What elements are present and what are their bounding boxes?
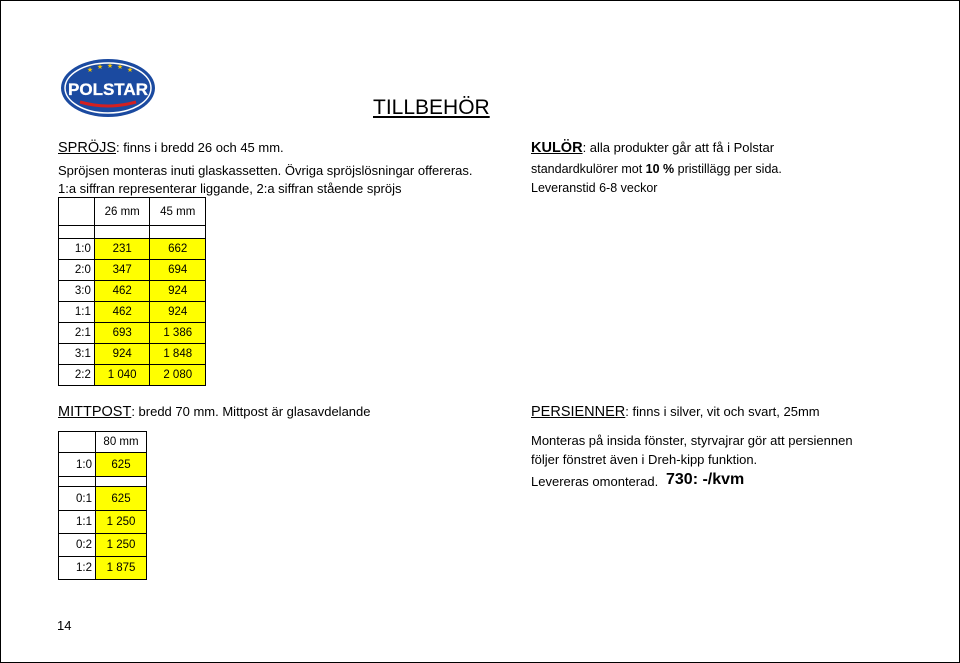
table-row: 3:1 924 1 848 — [59, 344, 206, 365]
table-row: 1:0 231 662 — [59, 239, 206, 260]
sprojs-heading: SPRÖJS — [58, 140, 117, 156]
table-row: 2:1 693 1 386 — [59, 323, 206, 344]
kulor-line2: standardkulörer mot 10 % pristillägg per sida. — [531, 162, 782, 176]
page-title: TILLBEHÖR — [373, 96, 490, 119]
persienner-line2: Monteras på insida fönster, styrvajrar gör att persiennen — [531, 433, 853, 448]
kulor-line3: Leveranstid 6-8 veckor — [531, 181, 658, 195]
polstar-logo — [60, 58, 156, 118]
sprojs-line3: 1:a siffran representerar liggande, 2:a siffran stående spröjs — [58, 181, 402, 196]
page-number: 14 — [57, 618, 72, 633]
table-row: 2:2 1 040 2 080 — [59, 365, 206, 386]
svg-text:★: ★ — [126, 66, 134, 74]
table-row: 2:0 347 694 — [59, 260, 206, 281]
table-row: 1:1 1 250 — [59, 511, 147, 534]
table-row: 1:2 1 875 — [59, 557, 147, 580]
kulor-heading: KULÖR — [531, 140, 583, 156]
persienner-heading: PERSIENNER — [531, 404, 626, 420]
svg-text:★: ★ — [106, 62, 114, 70]
sprojs-heading-rest: : finns i bredd 26 och 45 mm. — [116, 140, 284, 155]
column-header: 26 mm — [94, 198, 150, 226]
persienner-line4: Levereras omonterad. — [531, 474, 659, 489]
persienner-price: 730: -/kvm — [666, 471, 745, 488]
svg-text:★: ★ — [86, 66, 94, 74]
kulor-heading-rest: : alla produkter går att få i Polstar — [582, 140, 775, 155]
svg-text:★: ★ — [96, 63, 104, 71]
kulor-heading-line — [531, 140, 774, 156]
mittpost-table — [58, 431, 147, 580]
mittpost-heading-rest: : bredd 70 mm. Mittpost är glasavdelande — [131, 404, 371, 419]
table-corner-cell — [59, 198, 95, 226]
column-header: 45 mm — [150, 198, 206, 226]
persienner-line3: följer fönstret även i Dreh-kipp funktion. — [531, 452, 758, 467]
table-row: 1:0 625 — [59, 453, 147, 477]
persienner-heading-rest: : finns i silver, vit och svart, 25mm — [625, 404, 820, 419]
persienner-heading-line — [531, 404, 820, 420]
sprojs-heading-line — [58, 140, 284, 156]
table-row: 0:1 625 — [59, 487, 147, 511]
sprojs-line2: Spröjsen monteras inuti glaskassetten. Övriga spröjslösningar offereras. — [58, 163, 473, 178]
mittpost-heading-line — [58, 404, 371, 420]
svg-text:★: ★ — [116, 63, 124, 71]
table-row: 1:1 462 924 — [59, 302, 206, 323]
table-row: 0:2 1 250 — [59, 534, 147, 557]
table-row: 3:0 462 924 — [59, 281, 206, 302]
mittpost-heading: MITTPOST — [58, 404, 132, 420]
logo-text: POLSTAR — [68, 80, 148, 99]
table-corner-cell — [59, 432, 96, 453]
sprojs-table — [58, 197, 206, 386]
column-header: 80 mm — [96, 432, 147, 453]
